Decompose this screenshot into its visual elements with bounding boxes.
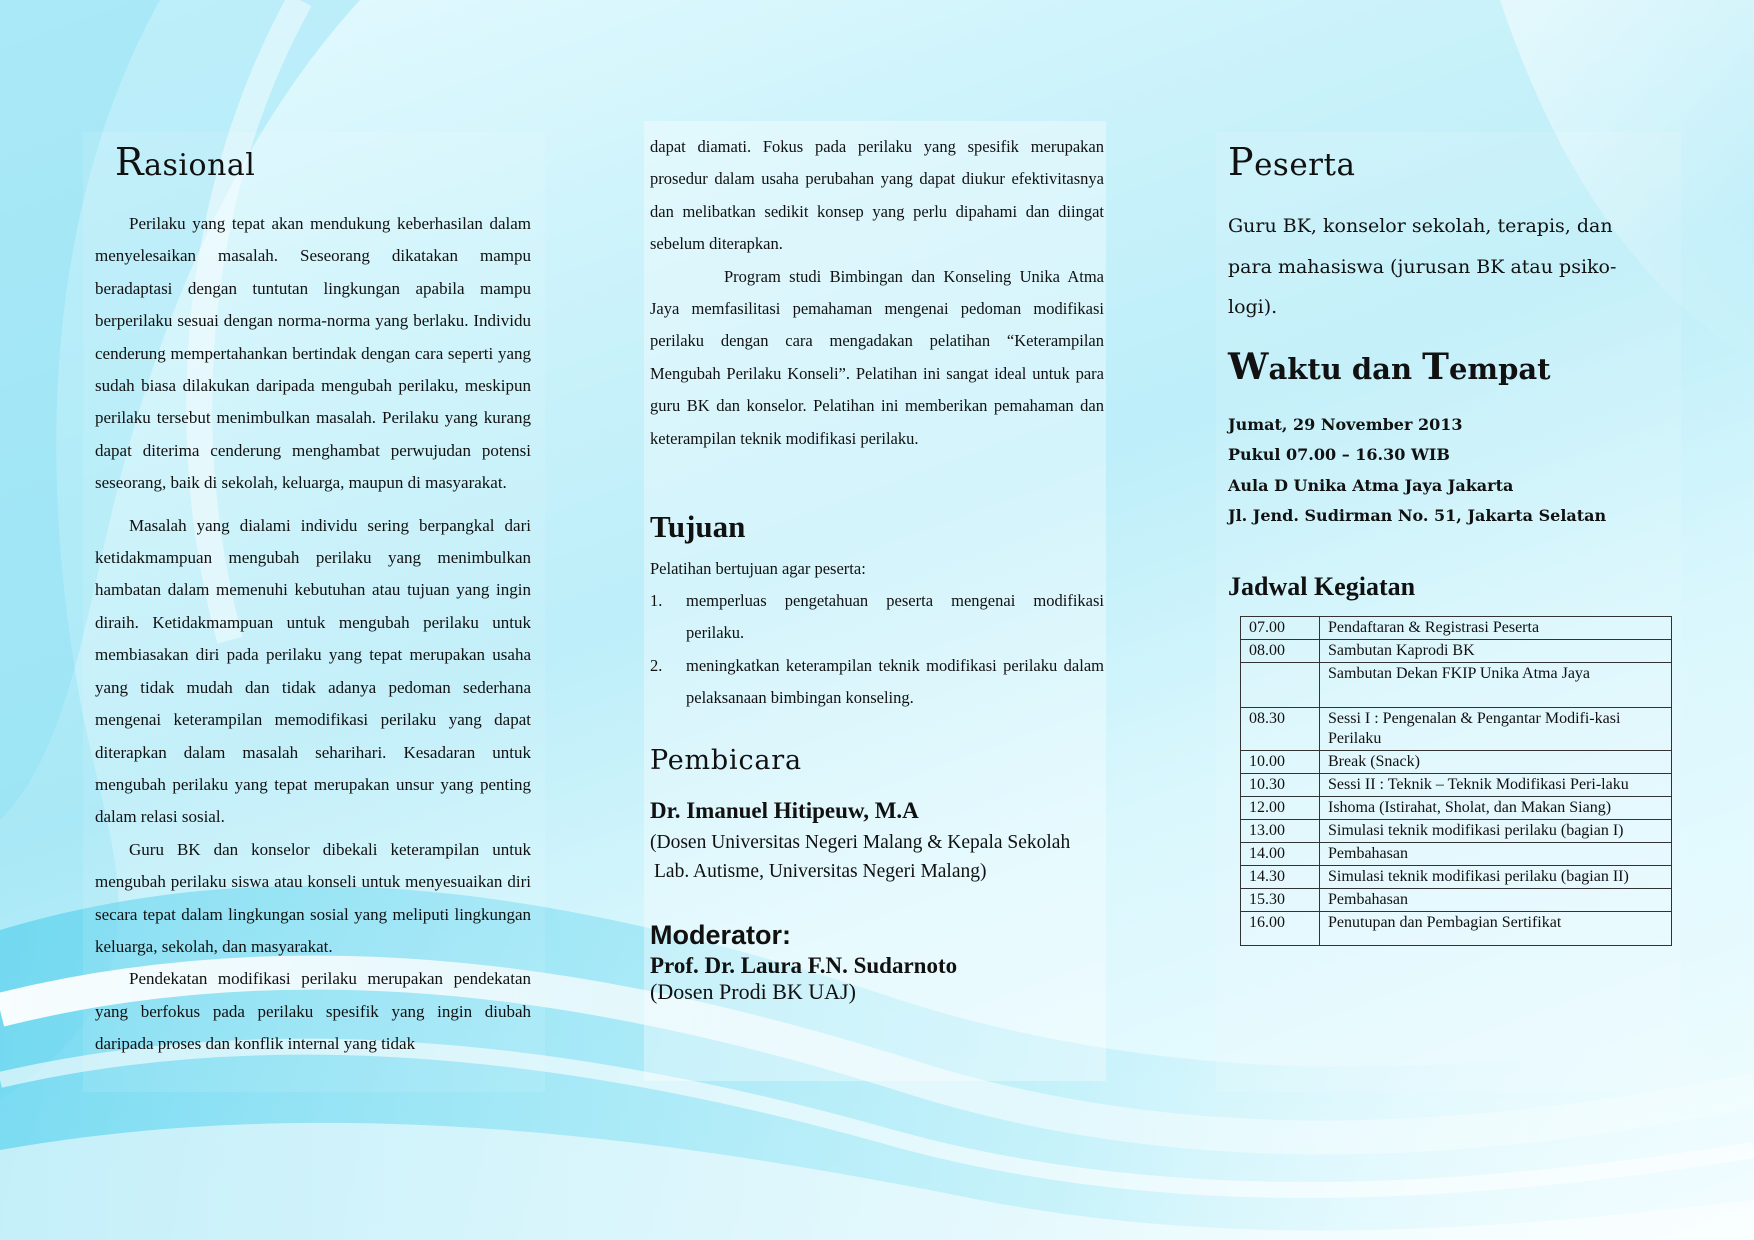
list-item: 1. memperluas pengetahuan peserta mengenai modifikasi perilaku. bbox=[650, 591, 1104, 643]
event-date: Jumat, 29 November 2013 bbox=[1228, 414, 1463, 434]
tujuan-intro: Pelatihan bertujuan agar peserta: bbox=[650, 559, 866, 579]
pembicara-heading: Pembicara bbox=[650, 744, 802, 776]
peserta-text: Guru BK, konselor sekolah, terapis, dan para mahasiswa (jurusan BK atau psiko- logi). bbox=[1228, 215, 1617, 318]
table-row: 12.00 Ishoma (Istirahat, Sholat, dan Makan Siang) bbox=[1241, 796, 1672, 819]
moderator-heading: Moderator: bbox=[650, 919, 791, 950]
table-row: 08.30 Sessi I : Pengenalan & Pengantar Modifi-kasi Perilaku bbox=[1241, 707, 1672, 750]
table-row: 10.30 Sessi II : Teknik – Teknik Modifikasi Peri-laku bbox=[1241, 773, 1672, 796]
table-row: 15.30 Pembahasan bbox=[1241, 888, 1672, 911]
moderator-affiliation: (Dosen Prodi BK UAJ) bbox=[650, 978, 856, 1004]
peserta-heading: Peserta bbox=[1228, 140, 1356, 184]
table-row: 14.30 Simulasi teknik modifikasi perilaku (bagian II) bbox=[1241, 865, 1672, 888]
rasional-heading: Rasional bbox=[115, 140, 256, 184]
schedule-table bbox=[1240, 616, 1672, 946]
rasional-paragraph-2: Masalah yang dialami individu sering berpangkal dari ketidakmampuan mengubah perilaku yang menimbulkan hambatan dalam memenuhi kebutuhan atau tujuan yang ingin diraih. Ketidakmampuan untuk mengubah perilaku untuk membiasakan diri pada perilaku yang tepat merupakan usaha yang tidak mudah dan tidak adanya pedoman sederhana mengenai keterampilan memodifikasi perilaku yang dapat diterapkan dalam masalah seharihari. Kesadaran untuk mengubah perilaku yang tepat merupakan unsur yang penting dalam relasi sosial. bbox=[95, 515, 531, 827]
rasional-continuation-1: dapat diamati. Fokus pada perilaku yang spesifik merupakan prosedur dalam usaha perubahan yang dapat diukur efektivitasnya dan melibatkan sedikit konsep yang perlu dipahami dan diingat sebelum diterapkan. bbox=[650, 137, 1104, 254]
event-address: Jl. Jend. Sudirman No. 51, Jakarta Selatan bbox=[1228, 506, 1607, 525]
table-row: 07.00 Pendaftaran & Registrasi Peserta bbox=[1241, 616, 1672, 639]
event-venue: Aula D Unika Atma Jaya Jakarta bbox=[1228, 475, 1514, 495]
table-row: 13.00 Simulasi teknik modifikasi perilaku (bagian I) bbox=[1241, 819, 1672, 842]
table-row: 16.00 Penutupan dan Pembagian Sertifikat bbox=[1241, 911, 1672, 945]
rasional-paragraph-3: Guru BK dan konselor dibekali keterampilan untuk mengubah perilaku siswa atau konseli untuk menyesuaikan diri secara tepat dalam lingkungan sosial yang meliputi lingkungan keluarga, sekolah, dan masyarakat. bbox=[95, 839, 531, 956]
rasional-continuation-2: Program studi Bimbingan dan Konseling Unika Atma Jaya memfasilitasi pemahaman mengenai pedoman modifikasi perilaku dengan cara mengadakan pelatihan “Keterampilan Mengubah Perilaku Konseli”. Pelatihan ini sangat ideal untuk para guru BK dan konselor. Pelatihan ini memberikan pemahaman dan keterampilan teknik modifikasi perilaku. bbox=[650, 266, 1104, 448]
column-tujuan bbox=[650, 131, 1104, 1005]
moderator-name: Prof. Dr. Laura F.N. Sudarnoto bbox=[650, 952, 958, 978]
column-peserta bbox=[1228, 140, 1668, 946]
speaker-affiliation: (Dosen Universitas Negeri Malang & Kepala Sekolah Lab. Autisme, Universitas Negeri Malang) bbox=[650, 831, 1071, 882]
table-row: 08.00 Sambutan Kaprodi BK bbox=[1241, 639, 1672, 662]
jadwal-heading: Jadwal Kegiatan bbox=[1228, 571, 1416, 601]
rasional-paragraph-1: Perilaku yang tepat akan mendukung keberhasilan dalam menyelesaikan masalah. Seseorang dikatakan mampu beradaptasi dengan tuntutan lingkungan apabila mampu berperilaku sesuai dengan norma-norma yang berlaku. Individu cenderung mempertahankan bertindak dengan cara seperti yang sudah biasa dilakukan daripada mengubah perilaku, meskipun perilaku tersebut menimbulkan masalah. Perilaku yang kurang dapat diterima cenderung menghambat perwujudan potensi seseorang, baik di sekolah, keluarga, maupun di masyarakat. bbox=[95, 214, 531, 493]
table-row: 10.00 Break (Snack) bbox=[1241, 750, 1672, 773]
rasional-paragraph-4: Pendekatan modifikasi perilaku merupakan pendekatan yang berfokus pada perilaku spesifik yang ingin diubah daripada proses dan konflik internal yang tidak bbox=[95, 969, 531, 1054]
waktu-tempat-heading: Waktu dan Tempat bbox=[1228, 345, 1551, 388]
rasional-continuation bbox=[650, 131, 1104, 455]
tujuan-heading: Tujuan bbox=[650, 509, 746, 545]
event-time: Pukul 07.00 – 16.30 WIB bbox=[1228, 445, 1450, 464]
column-rasional bbox=[95, 140, 531, 1061]
tujuan-list bbox=[650, 585, 1104, 715]
table-row: 14.00 Pembahasan bbox=[1241, 842, 1672, 865]
speaker-name: Dr. Imanuel Hitipeuw, M.A bbox=[650, 797, 919, 823]
list-item: 2. meningkatkan keterampilan teknik modifikasi perilaku dalam pelaksanaan bimbingan konseling. bbox=[650, 655, 1104, 708]
event-details bbox=[1228, 410, 1668, 532]
table-row: Sambutan Dekan FKIP Unika Atma Jaya bbox=[1241, 662, 1672, 707]
rasional-body bbox=[95, 208, 531, 1061]
